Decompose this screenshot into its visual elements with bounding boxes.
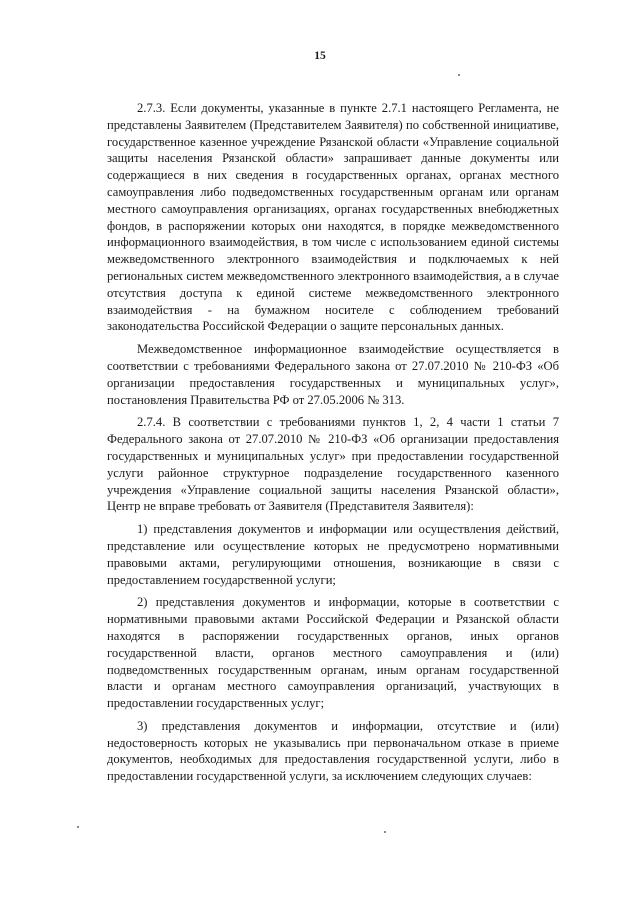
list-item-2: 2) представления документов и информации, которые в соответствии с нормативными правовыми актами Российской Федерации и Рязанской области находятся в распоряжении государственных органов, иных органов государственной власти, органов местного самоуправления и (или) подведомственных государственным органам, иным органам государственной власти и органам местного самоуправления организаций, участвующих в предоставлении государственных услуг;	[107, 595, 559, 711]
paragraph-2-7-3: 2.7.3. Если документы, указанные в пункте 2.7.1 настоящего Регламента, не представлены Заявителем (Представителем Заявителя) по собственной инициативе, государственное казенное учреждение Рязанской области «Управление социальной защиты населения Рязанской области» запрашивает данные документы или содержащиеся в них сведения в государственных органах, органах местного самоуправления либо подведомственных государственным органам или органам местного самоуправления организациях, органах государственных внебюджетных фондов, в распоряжении которых они находятся, в порядке межведомственного информационного взаимодействия, в том числе с использованием единой системы межведомственного электронного взаимодействия и подключаемых к ней региональных систем межведомственного электронного взаимодействия, а в случае отсутствия доступа к единой системе межведомственного электронного взаимодействия - на бумажном носителе с соблюдением требований законодательства Российской Федерации о защите персональных данных.	[107, 101, 559, 334]
scan-speck	[384, 831, 386, 833]
page-number: 15	[314, 50, 326, 62]
paragraph-2-7-4: 2.7.4. В соответствии с требованиями пунктов 1, 2, 4 части 1 статьи 7 Федерального закона от 27.07.2010 № 210-ФЗ «Об организации предоставления государственных и муниципальных услуг» при предоставлении государственной услуги районное структурное подразделение государственного казенного учреждения «Управление социальной защиты населения Рязанской области», Центр не вправе требовать от Заявителя (Представителя Заявителя):	[107, 415, 559, 514]
paragraph-interagency: Межведомственное информационное взаимодействие осуществляется в соответствии с требованиями Федерального закона от 27.07.2010 № 210-ФЗ «Об организации предоставления государственных и муниципальных услуг», постановления Правительства РФ от 27.05.2006 № 313.	[107, 342, 559, 407]
list-item-1: 1) представления документов и информации или осуществления действий, представление или осуществление которых не предусмотрено нормативными правовыми актами, регулирующими отношения, возникающие в связи с предоставлением государственной услуги;	[107, 522, 559, 587]
list-item-3: 3) представления документов и информации, отсутствие и (или) недостоверность которых не указывались при первоначальном отказе в приеме документов, необходимых для предоставления государственной услуги, либо в предоставлении государственной услуги, за исключением следующих случаев:	[107, 718, 559, 784]
scan-speck	[77, 826, 79, 828]
document-body	[107, 100, 559, 791]
scan-speck	[458, 74, 460, 76]
